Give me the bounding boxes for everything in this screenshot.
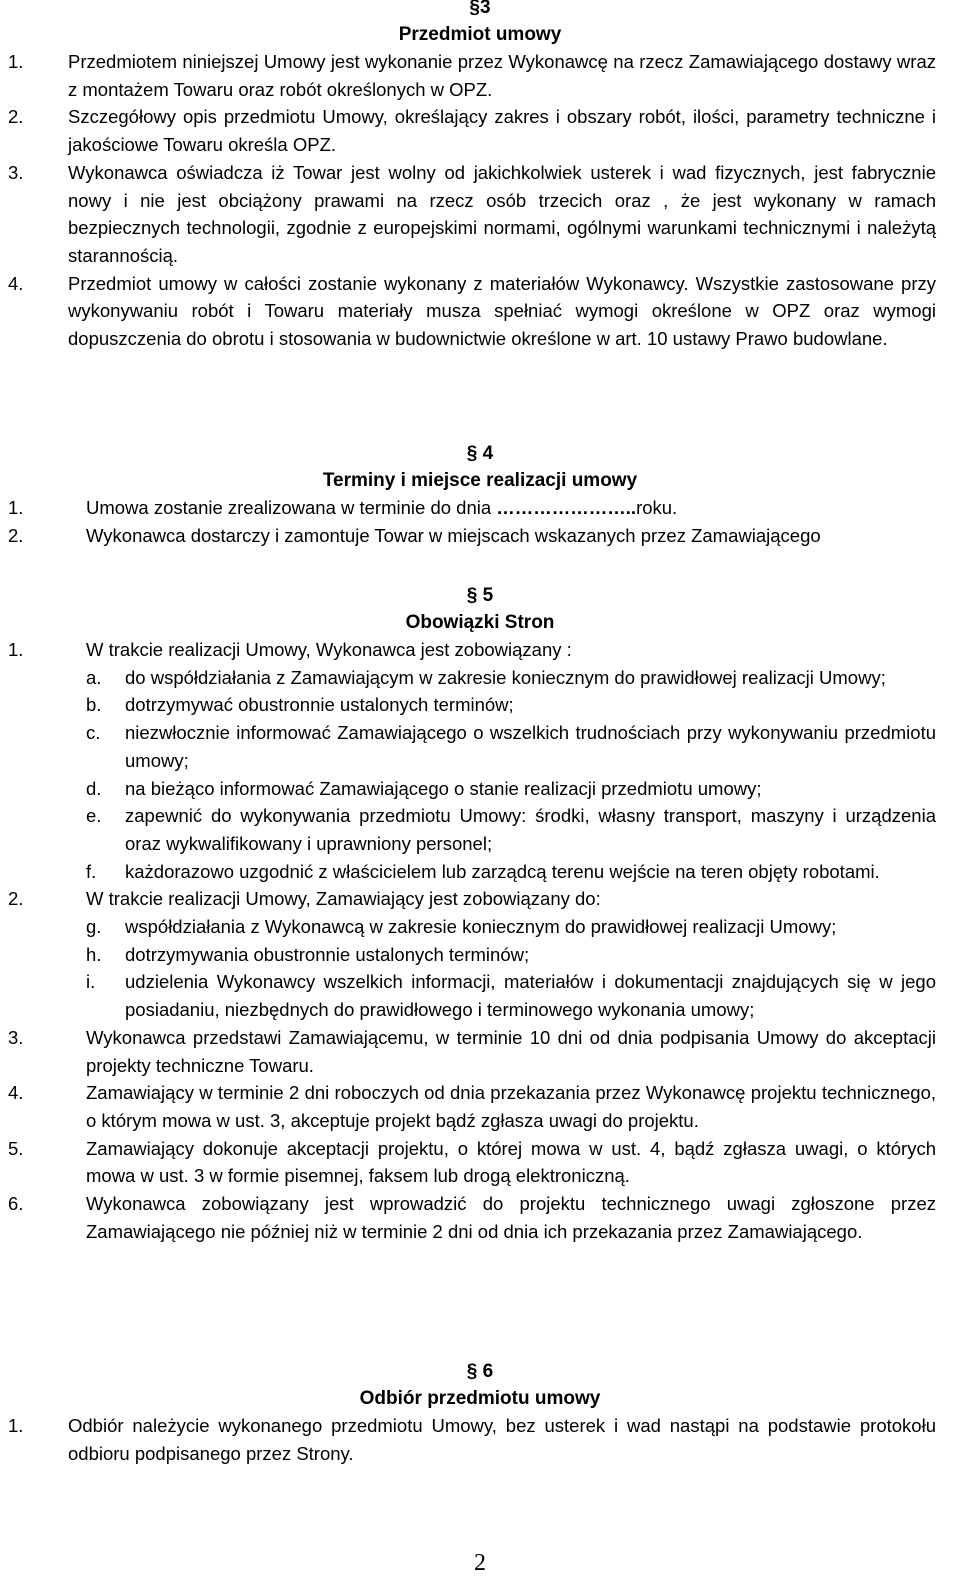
item-text: Wykonawca oświadcza iż Towar jest wolny od jakichkolwiek usterek i wad fizycznych, jest fabrycznie nowy i nie jest obciążony prawami na rzecz osób trzecich oraz , że jest wykonany w ramach bezpiecznych technologii, zgodnie z europejskimi normami, ogólnymi warunkami technicznymi i należytą starannością.: [68, 161, 936, 266]
sub-item-letter: b.: [86, 694, 102, 716]
page-number: 2: [474, 1550, 486, 1576]
section-5-number: § 5: [466, 585, 494, 606]
item-text: Zamawiający w terminie 2 dni roboczych od dnia przekazania przez Wykonawcę projektu technicznego, o którym mowa w ust. 3, akceptuje projekt bądź zgłasza uwagi do projektu.: [86, 1082, 936, 1131]
list-item: [8, 522, 952, 550]
sub-item-text: zapewnić do wykonywania przedmiotu Umowy: środki, własny transport, maszyny i urządzenia oraz wykwalifikowany i uprawniony personel;: [125, 805, 936, 854]
item-text: Umowa zostanie zrealizowana w terminie do dnia: [86, 497, 497, 518]
item-text: Szczegółowy opis przedmiotu Umowy, określający zakres i obszary robót, ilości, parametry techniczne i jakościowe Towaru określa OPZ.: [68, 106, 936, 156]
section-6-title: Odbiór przedmiotu umowy: [359, 1388, 601, 1409]
section-5: [8, 582, 952, 1245]
item-text: Wykonawca dostarczy i zamontuje Towar w miejscach wskazanych przez Zamawiającego: [86, 524, 821, 546]
sub-item-text: dotrzymywać obustronnie ustalonych terminów;: [125, 694, 514, 716]
sub-item-letter: c.: [86, 722, 101, 744]
item-number: 3.: [8, 1026, 24, 1048]
sub-item-text: niezwłocznie informować Zamawiającego o wszelkich trudnościach przy wykonywaniu przedmiotu umowy;: [125, 722, 936, 771]
item-number: 1.: [8, 497, 24, 518]
sub-list-item: [8, 691, 952, 719]
sub-item-letter: i.: [86, 971, 96, 993]
sub-item-text: na bieżąco informować Zamawiającego o stanie realizacji przedmiotu umowy;: [125, 777, 762, 799]
item-number: 4.: [8, 1082, 24, 1104]
section-4-title: Terminy i miejsce realizacji umowy: [322, 470, 638, 491]
list-item: [8, 270, 952, 353]
sub-list-item: [8, 941, 952, 969]
sub-list-item: [8, 913, 952, 941]
list-item: [8, 494, 952, 522]
item-number: 1.: [8, 639, 24, 660]
item-number: 1.: [8, 1415, 24, 1436]
item-number: 2.: [8, 106, 24, 128]
item-number: 1.: [8, 51, 24, 72]
item-text: W trakcie realizacji Umowy, Zamawiający jest zobowiązany do:: [86, 888, 601, 910]
section-6: [8, 1358, 952, 1467]
sub-item-letter: e.: [86, 805, 102, 827]
list-item: [8, 1135, 952, 1190]
sub-list-item: [8, 802, 952, 857]
item-number: 2.: [8, 524, 24, 546]
list-item: [8, 103, 952, 158]
list-item: [8, 1079, 952, 1134]
list-item: [8, 48, 952, 103]
sub-item-text: każdorazowo uzgodnić z właścicielem lub zarządcą terenu wejście na teren objęty robotami.: [125, 860, 880, 882]
item-text: Wykonawca przedstawi Zamawiającemu, w terminie 10 dni od dnia podpisania Umowy do akceptacji projekty techniczne Towaru.: [86, 1026, 936, 1076]
sub-item-letter: a.: [86, 666, 102, 688]
sub-item-letter: d.: [86, 777, 102, 799]
item-text: Odbiór należycie wykonanego przedmiotu Umowy, bez usterek i wad nastąpi na podstawie protokołu odbioru podpisanego przez Strony.: [68, 1415, 936, 1464]
section-6-number: § 6: [466, 1361, 494, 1382]
sub-item-text: współdziałania z Wykonawcą w zakresie koniecznym do prawidłowej realizacji Umowy;: [125, 916, 837, 938]
section-3: [8, 0, 952, 353]
sub-list-item: [8, 858, 952, 886]
item-text: Wykonawca zobowiązany jest wprowadzić do projektu technicznego uwagi zgłoszone przez Zamawiającego nie później niż w terminie 2 dni od dnia ich przekazania przez Zamawiającego.: [86, 1193, 936, 1242]
list-item: [8, 636, 952, 664]
sub-list-item: [8, 664, 952, 692]
date-placeholder: …………………..: [496, 497, 637, 518]
list-item: [8, 885, 952, 913]
item-text: W trakcie realizacji Umowy, Wykonawca jest zobowiązany :: [86, 639, 572, 660]
section-4: [8, 440, 952, 549]
sub-item-letter: h.: [86, 943, 102, 965]
item-text: Przedmiotem niniejszej Umowy jest wykonanie przez Wykonawcę na rzecz Zamawiającego dostawy wraz z montażem Towaru oraz robót określonych w OPZ.: [68, 51, 936, 100]
sub-item-text: do współdziałania z Zamawiającym w zakresie koniecznym do prawidłowej realizacji Umowy;: [125, 666, 886, 688]
list-item: [8, 159, 952, 270]
list-item: [8, 1412, 952, 1467]
item-number: 4.: [8, 272, 24, 294]
list-item: [8, 1190, 952, 1245]
sub-item-text: dotrzymywania obustronnie ustalonych terminów;: [125, 943, 530, 965]
sub-list-item: [8, 719, 952, 774]
item-number: 2.: [8, 888, 24, 910]
list-item: [8, 1024, 952, 1079]
section-3-title: Przedmiot umowy: [398, 24, 562, 45]
sub-item-letter: f.: [86, 860, 97, 882]
sub-item-letter: g.: [86, 916, 102, 938]
item-number: 5.: [8, 1137, 24, 1159]
item-text: Zamawiający dokonuje akceptacji projektu, o której mowa w ust. 4, bądź zgłasza uwagi, o których mowa w ust. 3 w formie pisemnej, faksem lub drogą elektroniczną.: [86, 1137, 936, 1187]
item-number: 6.: [8, 1193, 24, 1215]
sub-list-item: [8, 968, 952, 1023]
section-4-number: § 4: [466, 443, 494, 464]
item-text-suffix: roku.: [636, 497, 678, 518]
item-text: Przedmiot umowy w całości zostanie wykonany z materiałów Wykonawcy. Wszystkie zastosowane przy wykonywaniu robót i Towaru materiały musza spełniać wymogi określone w OPZ oraz wymogi dopuszczenia do obrotu i stosowania w budownictwie określone w art. 10 ustawy Prawo budowlane.: [68, 272, 936, 350]
sub-list-item: [8, 775, 952, 803]
section-5-title: Obowiązki Stron: [405, 612, 555, 633]
section-3-number: §3: [469, 0, 491, 18]
item-number: 3.: [8, 161, 24, 183]
sub-item-text: udzielenia Wykonawcy wszelkich informacji, materiałów i dokumentacji znajdujących się w jego posiadaniu, niezbędnych do prawidłowego i terminowego wykonania umowy;: [125, 971, 936, 1021]
